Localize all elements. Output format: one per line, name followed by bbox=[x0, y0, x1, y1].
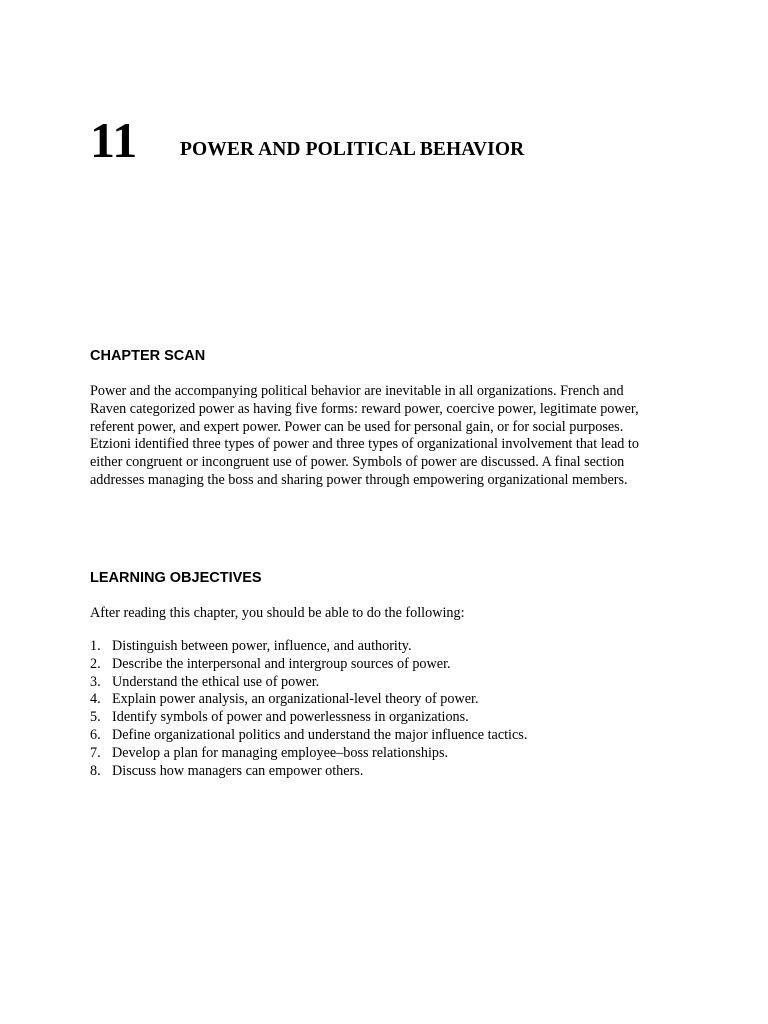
objective-item bbox=[90, 727, 710, 745]
objective-number: 8. bbox=[90, 762, 101, 779]
learning-objectives-list bbox=[90, 638, 710, 780]
chapter-header bbox=[90, 112, 730, 172]
objective-item bbox=[90, 638, 710, 656]
objective-text: Discuss how managers can empower others. bbox=[112, 762, 364, 779]
learning-objectives-intro: After reading this chapter, you should be able to do the following: bbox=[90, 605, 465, 621]
paragraph-line: referent power, and expert power. Power can be used for personal gain, or for social purposes. bbox=[90, 418, 624, 435]
chapter-number: 11 bbox=[90, 112, 138, 168]
objective-item bbox=[90, 674, 710, 692]
objective-text: Identify symbols of power and powerlessness in organizations. bbox=[112, 709, 469, 726]
objective-number: 7. bbox=[90, 744, 101, 761]
paragraph-line: addresses managing the boss and sharing power through empowering organizational members. bbox=[90, 471, 628, 488]
objective-text: Distinguish between power, influence, and authority. bbox=[112, 638, 412, 654]
chapter-scan-heading: CHAPTER SCAN bbox=[90, 348, 206, 364]
objective-number: 3. bbox=[90, 673, 101, 690]
chapter-scan-paragraph bbox=[90, 383, 690, 490]
objective-number: 6. bbox=[90, 726, 101, 743]
objective-number: 2. bbox=[90, 655, 101, 672]
objective-item bbox=[90, 691, 710, 709]
objective-text: Define organizational politics and understand the major influence tactics. bbox=[112, 726, 528, 743]
learning-objectives-heading: LEARNING OBJECTIVES bbox=[90, 570, 262, 586]
paragraph-line: Raven categorized power as having five forms: reward power, coercive power, legitimate power, bbox=[90, 400, 639, 417]
paragraph-line: Etzioni identified three types of power and three types of organizational involvement that lead to bbox=[90, 436, 639, 453]
paragraph-line: either congruent or incongruent use of power. Symbols of power are discussed. A final section bbox=[90, 454, 625, 471]
paragraph-line: Power and the accompanying political behavior are inevitable in all organizations. French and bbox=[90, 383, 624, 399]
objective-number: 4. bbox=[90, 691, 101, 708]
objective-text: Explain power analysis, an organizational-level theory of power. bbox=[112, 691, 479, 708]
objective-item bbox=[90, 745, 710, 763]
objective-item bbox=[90, 709, 710, 727]
objective-number: 5. bbox=[90, 709, 101, 726]
objective-text: Develop a plan for managing employee–boss relationships. bbox=[112, 744, 449, 761]
objective-item bbox=[90, 656, 710, 674]
objective-item bbox=[90, 763, 710, 781]
objective-text: Understand the ethical use of power. bbox=[112, 673, 320, 690]
objective-text: Describe the interpersonal and intergroup sources of power. bbox=[112, 655, 451, 672]
objective-number: 1. bbox=[90, 638, 101, 654]
chapter-title: POWER AND POLITICAL BEHAVIOR bbox=[180, 139, 525, 160]
